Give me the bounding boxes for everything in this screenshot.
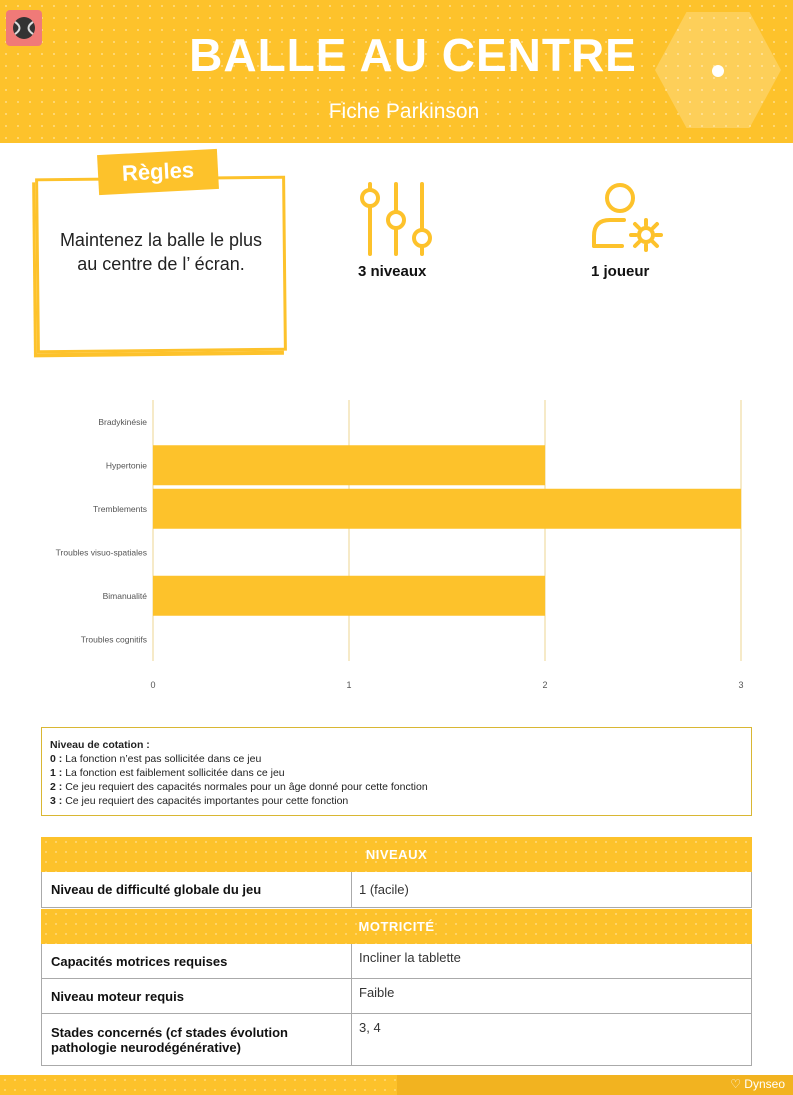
bar <box>153 445 545 485</box>
row-label: Capacités motrices requises <box>42 944 352 978</box>
category-label: Troubles visuo-spatiales <box>55 547 147 558</box>
table-row <box>41 979 752 1014</box>
niveaux-header: NIVEAUX <box>41 837 752 872</box>
user-gear-icon <box>588 180 668 263</box>
legend-item: 1 : La fonction est faiblement sollicitée dans ce jeu <box>50 767 285 779</box>
legend-item: 0 : La fonction n’est pas sollicitée dans ce jeu <box>50 753 262 765</box>
footer-band-left <box>0 1075 397 1095</box>
x-tick-label: 2 <box>542 680 548 690</box>
legend-item: 3 : Ce jeu requiert des capacités importantes pour cette fonction <box>50 795 349 807</box>
table-row <box>41 1014 752 1066</box>
category-label: Troubles cognitifs <box>80 634 147 645</box>
category-label: Bimanualité <box>102 590 147 601</box>
row-label: Niveau moteur requis <box>42 979 352 1013</box>
category-label: Tremblements <box>92 503 147 514</box>
category-label: Hypertonie <box>105 460 147 471</box>
table-row <box>41 944 752 979</box>
page-title: BALLE AU CENTRE <box>189 29 637 81</box>
bar <box>153 576 545 616</box>
legend-item: 2 : Ce jeu requiert des capacités normales pour un âge donné pour cette fonction <box>50 781 428 793</box>
motricite-table <box>41 909 752 1066</box>
footer-brand: ♡ Dynseo <box>730 1077 785 1091</box>
motricite-header: MOTRICITÉ <box>41 909 752 944</box>
rules-text: Maintenez la balle le plus au centre de l’ écran. <box>59 230 263 274</box>
x-tick-label: 3 <box>738 680 744 690</box>
legend-box <box>41 727 752 816</box>
page-subtitle: Fiche Parkinson <box>328 100 480 123</box>
players-label: 1 joueur <box>591 263 650 280</box>
row-label: Niveau de difficulté globale du jeu <box>42 872 352 907</box>
levels-label: 3 niveaux <box>358 263 427 280</box>
table-row <box>41 872 752 908</box>
category-label: Bradykinésie <box>98 416 147 427</box>
sliders-icon <box>356 180 438 263</box>
row-value: Incliner la tablette <box>359 950 461 965</box>
legend-title: Niveau de cotation : <box>50 739 150 751</box>
chart-area <box>0 380 793 690</box>
rules-tab: Règles <box>97 149 219 195</box>
bar <box>153 489 741 529</box>
row-value: 1 (facile) <box>359 882 409 897</box>
row-label: Stades concernés (cf stades évolution pathologie neurodégénérative) <box>42 1014 352 1065</box>
x-tick-label: 1 <box>346 680 352 690</box>
bar-chart <box>0 380 793 690</box>
niveaux-table <box>41 837 752 908</box>
row-value: 3, 4 <box>359 1020 381 1035</box>
x-tick-label: 0 <box>150 680 156 690</box>
row-value: Faible <box>359 985 395 1000</box>
